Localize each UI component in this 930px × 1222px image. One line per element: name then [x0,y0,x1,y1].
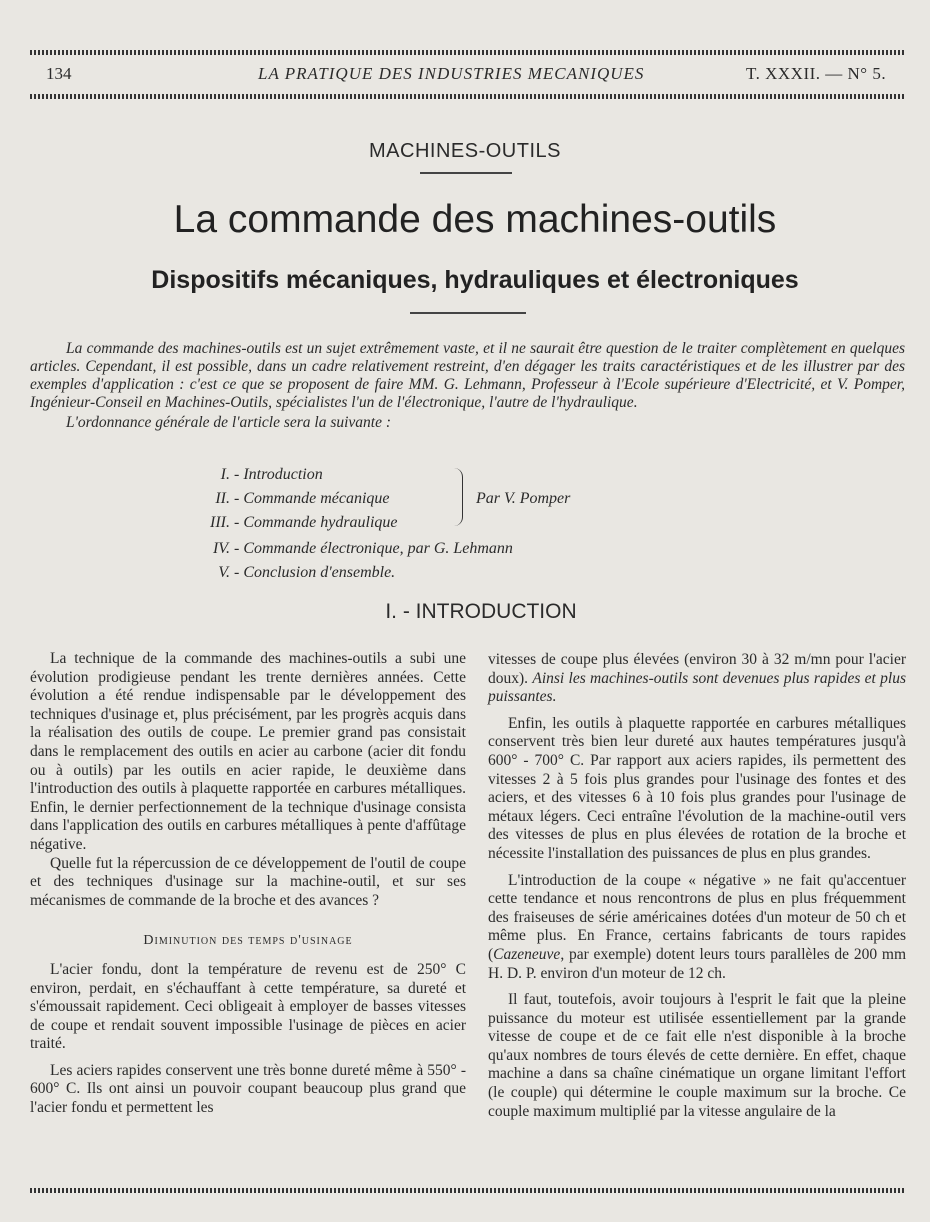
left-column [30,650,466,1118]
body-paragraph [488,651,906,707]
header-top-rule [30,50,905,55]
toc-label: - Commande mécanique [234,490,390,507]
toc-byline: Par V. Pomper [476,490,571,507]
intro-plan-line: L'ordonnance générale de l'article sera la suivante : [66,414,392,431]
toc-brace [454,468,463,526]
body-paragraph: La technique de la commande des machines-outils a subi une évolution prodigieuse pendant les trente dernières années. Cette évolution a été rendue indispensable par le développement des techniques d'usinage et, plus précisément, par les progrès acquis dans la réalisation des outils de coupe. Le premier grand pas consistait dans le remplacement des outils en acier au carbone (acier dit fondu ou à outils) par les outils en acier rapide, le deuxième dans l'introduction des outils à plaquette rapportée en carbures métalliques. Enfin, le dernier perfectionnement de la technique d'usinage consista dans l'application des outils en carbures métalliques à pente d'affûtage négative. [30,650,466,853]
toc-label: - Commande hydraulique [234,514,398,531]
toc-item-5 [150,564,395,582]
page-number: 134 [46,64,72,83]
toc-item-1 [150,466,323,484]
article-title: La commande des machines-outils [173,198,777,241]
section-label-underline [420,172,512,174]
toc-label: - Commande électronique, par G. Lehmann [234,540,513,557]
toc-item-3 [150,514,398,532]
toc-item-2 [150,490,390,508]
body-paragraph: Quelle fut la répercussion de ce développement de l'outil de coupe et des techniques d'usinage sur la machine-outil, et sur ses mécanismes de commande de la broche et des avances ? [30,854,466,909]
running-header [30,62,905,88]
emphasized-text: Cazeneuve [493,945,561,963]
toc-number: V. [218,564,230,581]
paragraph-gap [488,983,906,991]
toc-item-4 [150,540,513,558]
body-paragraph: Les aciers rapides conservent une très bonne dureté même à 550° - 600° C. Ils ont ainsi un pouvoir coupant beaucoup plus grand que l'acier fondu et permettent les [30,1061,466,1117]
toc-number: II. [215,490,230,507]
body-paragraph: Enfin, les outils à plaquette rapportée en carbures métalliques conservent très bien leur dureté aux hautes températures jusqu'à 600° - 700° C. Par rapport aux aciers rapides, ils permettent des vitesses 2 à 5 fois plus grandes pour l'usinage des fontes et des aciers, et des vitesses 6 à 10 fois plus grandes pour l'usinage de métaux légers. Ceci entraîne l'évolution de la machine-outil vers des vitesses de plus en plus élevées de rotation de la broche et nécessite l'installation des puissances de plus en plus grandes. [488,714,906,862]
section-label: MACHINES-OUTILS [369,140,561,162]
intro-paragraph: La commande des machines-outils est un sujet extrêmement vaste, et il ne saurait être question de le traiter complètement en quelques articles. Cependant, il est possible, dans un cadre relativement restreint, d'en dégager les traits caractéristiques et de les illustrer par des exemples d'application : c'est ce que se proposent de faire MM. G. Lehmann, Professeur à l'Ecole supérieure d'Electricité, et V. Pomper, Ingénieur-Conseil en Machines-Outils, spécialistes l'un de l'électronique, l'autre de l'hydraulique. [30,340,905,411]
body-paragraph: L'acier fondu, dont la température de revenu est de 250° C environ, perdait, en s'échauffant à cette température, sa dureté et s'émoussait rapidement. Ceci obligeait à employer de basses vitesses de coupe et rendait souvent impossible l'usinage de pièces en acier traité. [30,960,466,1053]
subheading: Diminution des temps d'usinage [143,933,353,949]
section-heading: I. - INTRODUCTION [385,600,577,623]
body-paragraph [488,872,906,984]
journal-title: LA PRATIQUE DES INDUSTRIES MECANIQUES [258,64,645,83]
subtitle-underline [410,312,526,314]
paragraph-text: L'introduction de la coupe « négative » ne fait qu'accentuer cette tendance et nous rencontrons de plus en plus fréquemment des fraiseuses de série américaines dotées d'un moteur de 50 ch et même plus. En France, certains fabricants de tours rapides ( [488,871,906,963]
editorial-introduction [30,340,905,432]
paragraph-gap [30,1054,466,1062]
volume-number: T. XXXII. — N° 5. [746,64,887,83]
toc-number: I. [220,466,230,483]
paragraph-text: , par exemple) dotent leurs tours parallèles de 200 mm H. D. P. environ d'un moteur de 12 ch. [488,945,906,982]
toc-label: - Conclusion d'ensemble. [234,564,396,581]
toc-number: III. [210,514,230,531]
header-bottom-rule [30,94,905,99]
right-column [488,651,906,1121]
body-paragraph: Il faut, toutefois, avoir toujours à l'esprit le fait que la pleine puissance du moteur est utilisée essentiellement par la grande vitesse de coupe et de ce fait elle n'est disponible à la broche qu'aux nombres de tours élevés de cette dernière. En effet, chaque machine a dans sa chaîne cinématique un organe limitant l'effort (le couple) qui détermine le couple maximum sur la broche. Ce couple maximum multiplié par la vitesse angulaire de la [488,991,906,1120]
paragraph-gap [488,707,906,715]
emphasized-text: Ainsi les machines-outils sont devenues plus rapides et plus puissantes. [488,669,906,706]
paragraph-gap [488,864,906,872]
paragraph-text: vitesses de coupe plus élevées (environ 30 à 32 m/mn pour l'acier doux). [488,651,906,687]
article-subtitle: Dispositifs mécaniques, hydrauliques et électroniques [151,266,799,294]
footer-rule [30,1188,905,1193]
toc-number: IV. [212,540,230,557]
toc-label: - Introduction [234,466,323,483]
